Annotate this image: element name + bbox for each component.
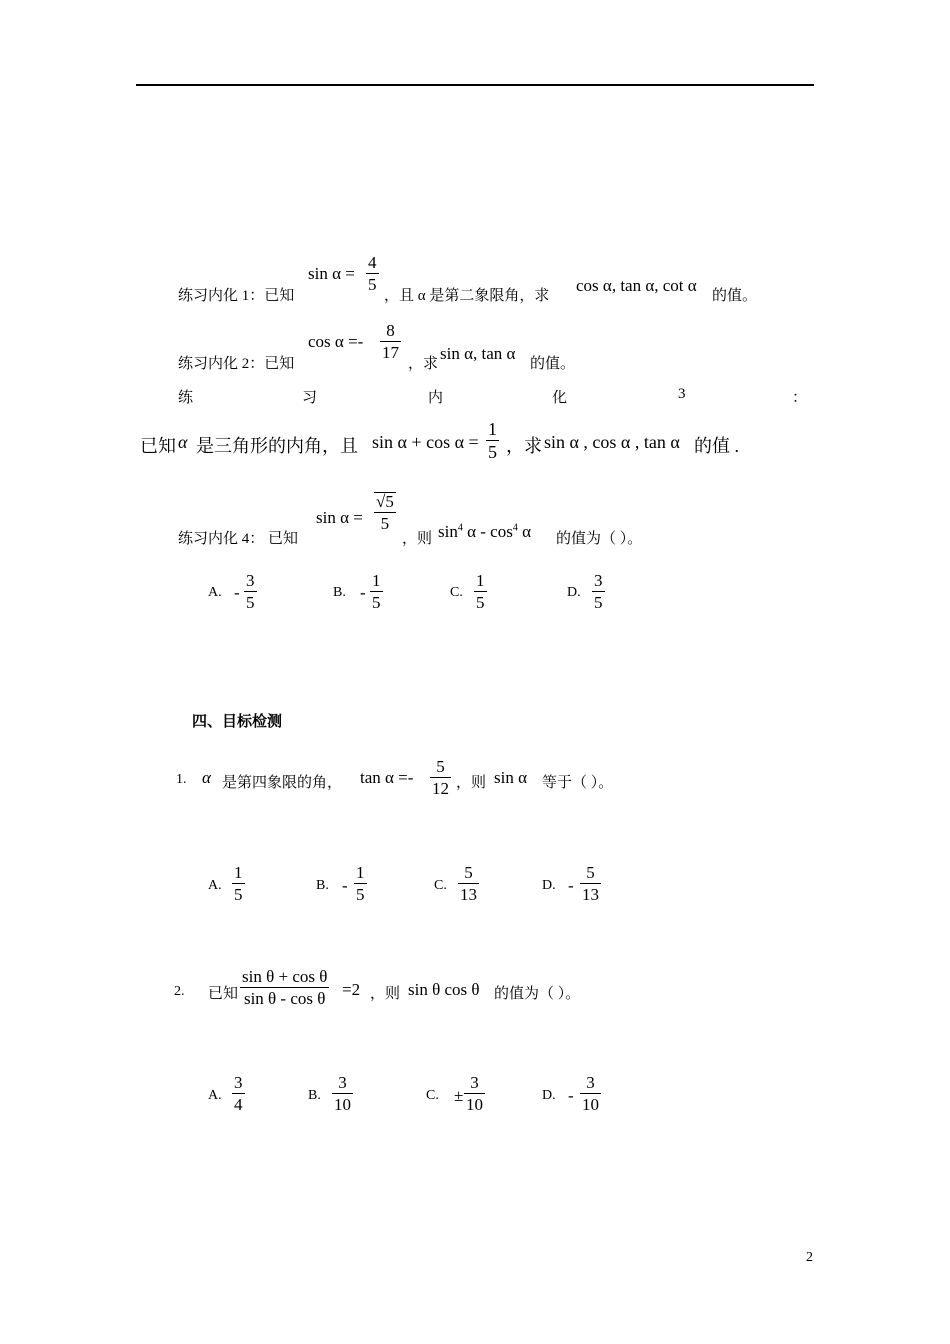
fraction-denominator: 10: [334, 1095, 351, 1114]
alpha-symbol: α: [202, 768, 211, 787]
fraction-denominator: 5: [476, 593, 485, 612]
fraction-denominator: 5: [356, 885, 365, 904]
practice-3-char: 3: [678, 386, 686, 402]
exponent: 4: [512, 522, 518, 534]
fraction-numerator: 8: [380, 322, 401, 342]
fraction-numerator: √5: [376, 492, 394, 511]
fraction-numerator: 1: [372, 571, 381, 590]
practice-2-expression: sin α, tan α: [440, 344, 516, 363]
option-b-fraction: [354, 864, 367, 903]
practice-3-char: 练: [178, 390, 194, 406]
fraction-denominator: 5: [488, 442, 497, 462]
question-1-then: ，则: [456, 775, 487, 791]
practice-3-line-mid: 是三角形的内角，且: [196, 436, 358, 456]
fraction-denominator: 13: [582, 885, 599, 904]
practice-4-fraction: [374, 492, 396, 532]
option-letter: B.: [308, 1088, 321, 1103]
option-sign: -: [234, 583, 240, 602]
fraction-numerator: 3: [234, 1073, 243, 1092]
practice-3-char: 习: [302, 390, 318, 406]
question-1-expression: sin α: [494, 768, 527, 787]
option-a-fraction: [244, 572, 257, 611]
page-number: 2: [806, 1250, 813, 1265]
section-title: 四、目标检测: [192, 712, 283, 730]
practice-2-mid: ，求: [408, 356, 439, 372]
fraction-numerator: 1: [356, 863, 365, 882]
fraction-denominator: 5: [234, 885, 243, 904]
question-2-expression: sin θ cos θ: [408, 980, 480, 999]
option-d-fraction: [580, 864, 601, 903]
option-letter: D.: [567, 585, 581, 600]
practice-3-char: 化: [552, 390, 568, 406]
option-a-fraction: [232, 864, 245, 903]
option-d-fraction: [592, 572, 605, 611]
fraction-denominator: 13: [460, 885, 477, 904]
fraction-numerator: 3: [580, 1074, 601, 1094]
fraction-numerator: 1: [488, 419, 497, 439]
expression-part: α - cos: [467, 522, 513, 541]
option-letter: A.: [208, 878, 222, 893]
practice-4-tail: 的值为（ ）。: [556, 531, 643, 547]
option-sign: ±: [454, 1086, 464, 1105]
fraction-denominator: 5: [380, 514, 390, 533]
practice-4-eq-lhs: sin α =: [316, 508, 363, 527]
option-b-fraction: [370, 572, 383, 611]
fraction-denominator: 5: [594, 593, 603, 612]
option-sign: -: [360, 583, 366, 602]
option-letter: C.: [450, 585, 463, 600]
practice-2-label: 练习内化 2：已知: [178, 356, 295, 372]
fraction-denominator: 12: [432, 779, 449, 798]
question-2-number: 2.: [174, 984, 185, 999]
practice-1-fraction: [366, 254, 379, 293]
fraction-numerator: 3: [246, 571, 255, 590]
option-d-fraction: [580, 1074, 601, 1113]
practice-2-fraction: [380, 322, 401, 361]
option-b-fraction: [332, 1074, 353, 1113]
practice-2-eq-lhs: cos α =-: [308, 332, 364, 351]
fraction-denominator: 17: [382, 343, 399, 362]
question-2-then: ，则: [370, 986, 401, 1002]
practice-3-condition: sin α + cos α =: [372, 432, 479, 452]
option-sign: -: [568, 1086, 574, 1105]
option-a-fraction: [232, 1074, 245, 1113]
question-2-text: 已知: [208, 986, 239, 1002]
practice-3-tail: 的值 .: [694, 436, 739, 456]
fraction-denominator: 5: [368, 275, 377, 294]
practice-1-expression: cos α, tan α, cot α: [576, 276, 697, 295]
practice-1-label: 练习内化 1：已知: [178, 288, 295, 304]
fraction-numerator: 5: [458, 864, 479, 884]
question-1-eq: tan α =-: [360, 768, 414, 787]
fraction-numerator: 1: [476, 571, 485, 590]
fraction-denominator: 5: [246, 593, 255, 612]
question-2-eq: =2: [342, 980, 361, 999]
practice-3-char: 内: [428, 390, 444, 406]
practice-3-expression: sin α , cos α , tan α: [544, 432, 680, 452]
expression-part: sin: [438, 522, 458, 541]
fraction-numerator: sin θ + cos θ: [242, 967, 328, 986]
fraction-numerator: 3: [594, 571, 603, 590]
expression-part: α: [522, 522, 531, 541]
alpha-symbol: α: [178, 432, 188, 452]
question-2-tail: 的值为（ ）。: [494, 986, 581, 1002]
question-1-number: 1.: [176, 772, 187, 787]
fraction-numerator: 3: [464, 1074, 485, 1094]
practice-4-mid: ，则: [402, 531, 433, 547]
option-letter: B.: [316, 878, 329, 893]
question-1-fraction: [430, 758, 451, 797]
exponent: 4: [457, 522, 463, 534]
option-sign: -: [568, 876, 574, 895]
practice-1-tail: 的值。: [712, 288, 758, 304]
fraction-numerator: 5: [430, 758, 451, 778]
practice-4-label: 练习内化 4： 已知: [178, 531, 299, 547]
fraction-denominator: 10: [466, 1095, 483, 1114]
option-letter: A.: [208, 1088, 222, 1103]
header-rule: [136, 84, 814, 86]
question-1-text: 是第四象限的角，: [222, 775, 343, 791]
practice-1-eq-lhs: sin α =: [308, 264, 355, 283]
practice-3-char: ：: [792, 390, 808, 406]
option-letter: C.: [426, 1088, 439, 1103]
question-1-tail: 等于（ ）。: [542, 775, 614, 791]
practice-3-line-post: ，求: [506, 436, 542, 456]
option-letter: A.: [208, 585, 222, 600]
fraction-numerator: 4: [368, 253, 377, 272]
fraction-numerator: 5: [580, 864, 601, 884]
question-2-fraction: [240, 968, 329, 1007]
fraction-denominator: sin θ - cos θ: [243, 989, 326, 1008]
option-c-fraction: [474, 572, 487, 611]
practice-1-condition: ，且 α 是第二象限角，求: [384, 288, 550, 304]
option-letter: D.: [542, 878, 556, 893]
option-letter: B.: [333, 585, 346, 600]
fraction-numerator: 3: [332, 1074, 353, 1094]
option-letter: D.: [542, 1088, 556, 1103]
practice-3-fraction: [486, 420, 499, 461]
option-letter: C.: [434, 878, 447, 893]
fraction-denominator: 10: [582, 1095, 599, 1114]
practice-2-tail: 的值。: [530, 356, 576, 372]
option-sign: -: [342, 876, 348, 895]
option-c-fraction: [464, 1074, 485, 1113]
practice-3-line-pre: 已知: [140, 436, 176, 456]
fraction-numerator: 1: [234, 863, 243, 882]
option-c-fraction: [458, 864, 479, 903]
practice-4-expression: [438, 522, 531, 542]
fraction-denominator: 4: [234, 1095, 243, 1114]
fraction-denominator: 5: [372, 593, 381, 612]
